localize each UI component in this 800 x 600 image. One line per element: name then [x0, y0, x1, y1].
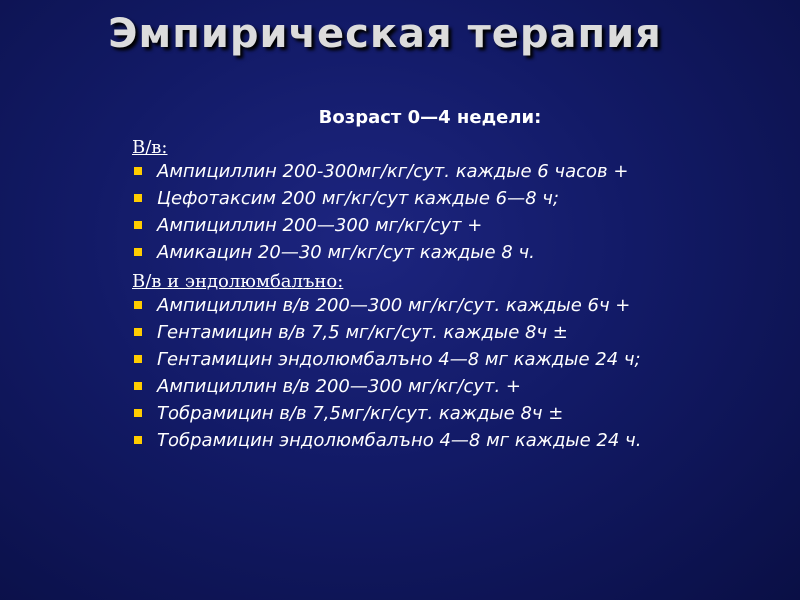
- list-item-text: Ампициллин в/в 200—300 мг/кг/сут. каждые 6ч +: [157, 295, 631, 316]
- slide-content: [132, 100, 752, 458]
- bullet-icon: [134, 409, 142, 417]
- bullet-icon: [134, 355, 142, 363]
- list-item: [132, 296, 752, 316]
- bullet-icon: [134, 167, 142, 175]
- section-heading-iv-intrathecal: В/в и эндолюмбалъно:: [132, 271, 344, 292]
- slide-subtitle: Возраст 0—4 недели:: [318, 107, 542, 128]
- list-item-text: Ампициллин в/в 200—300 мг/кг/сут. +: [157, 376, 521, 397]
- list-item: [132, 404, 752, 424]
- list-item: [132, 189, 752, 209]
- list-item: [132, 350, 752, 370]
- list-item: [132, 323, 752, 343]
- list-item: [132, 377, 752, 397]
- bullet-icon: [134, 328, 142, 336]
- slide-title: Эмпирическая терапия: [108, 11, 662, 57]
- section-heading-iv: В/в:: [132, 137, 168, 158]
- bullet-list-iv: [132, 162, 752, 263]
- list-item-text: Амикацин 20—30 мг/кг/сут каждые 8 ч.: [157, 242, 535, 263]
- list-item-text: Цефотаксим 200 мг/кг/сут каждые 6—8 ч;: [157, 188, 559, 209]
- bullet-list-iv-intrathecal: [132, 296, 752, 451]
- list-item-text: Гентамицин в/в 7,5 мг/кг/сут. каждые 8ч ±: [157, 322, 568, 343]
- list-item: [132, 431, 752, 451]
- list-item: [132, 162, 752, 182]
- bullet-icon: [134, 194, 142, 202]
- bullet-icon: [134, 436, 142, 444]
- list-item: [132, 216, 752, 236]
- bullet-icon: [134, 248, 142, 256]
- list-item: [132, 243, 752, 263]
- list-item-text: Ампициллин 200—300 мг/кг/сут +: [157, 215, 483, 236]
- list-item-text: Ампициллин 200-300мг/кг/сут. каждые 6 часов +: [157, 161, 629, 182]
- list-item-text: Гентамицин эндолюмбалъно 4—8 мг каждые 24 ч;: [157, 349, 641, 370]
- bullet-icon: [134, 221, 142, 229]
- list-item-text: Тобрамицин в/в 7,5мг/кг/сут. каждые 8ч ±: [157, 403, 564, 424]
- list-item-text: Тобрамицин эндолюмбалъно 4—8 мг каждые 24 ч.: [157, 430, 642, 451]
- bullet-icon: [134, 301, 142, 309]
- bullet-icon: [134, 382, 142, 390]
